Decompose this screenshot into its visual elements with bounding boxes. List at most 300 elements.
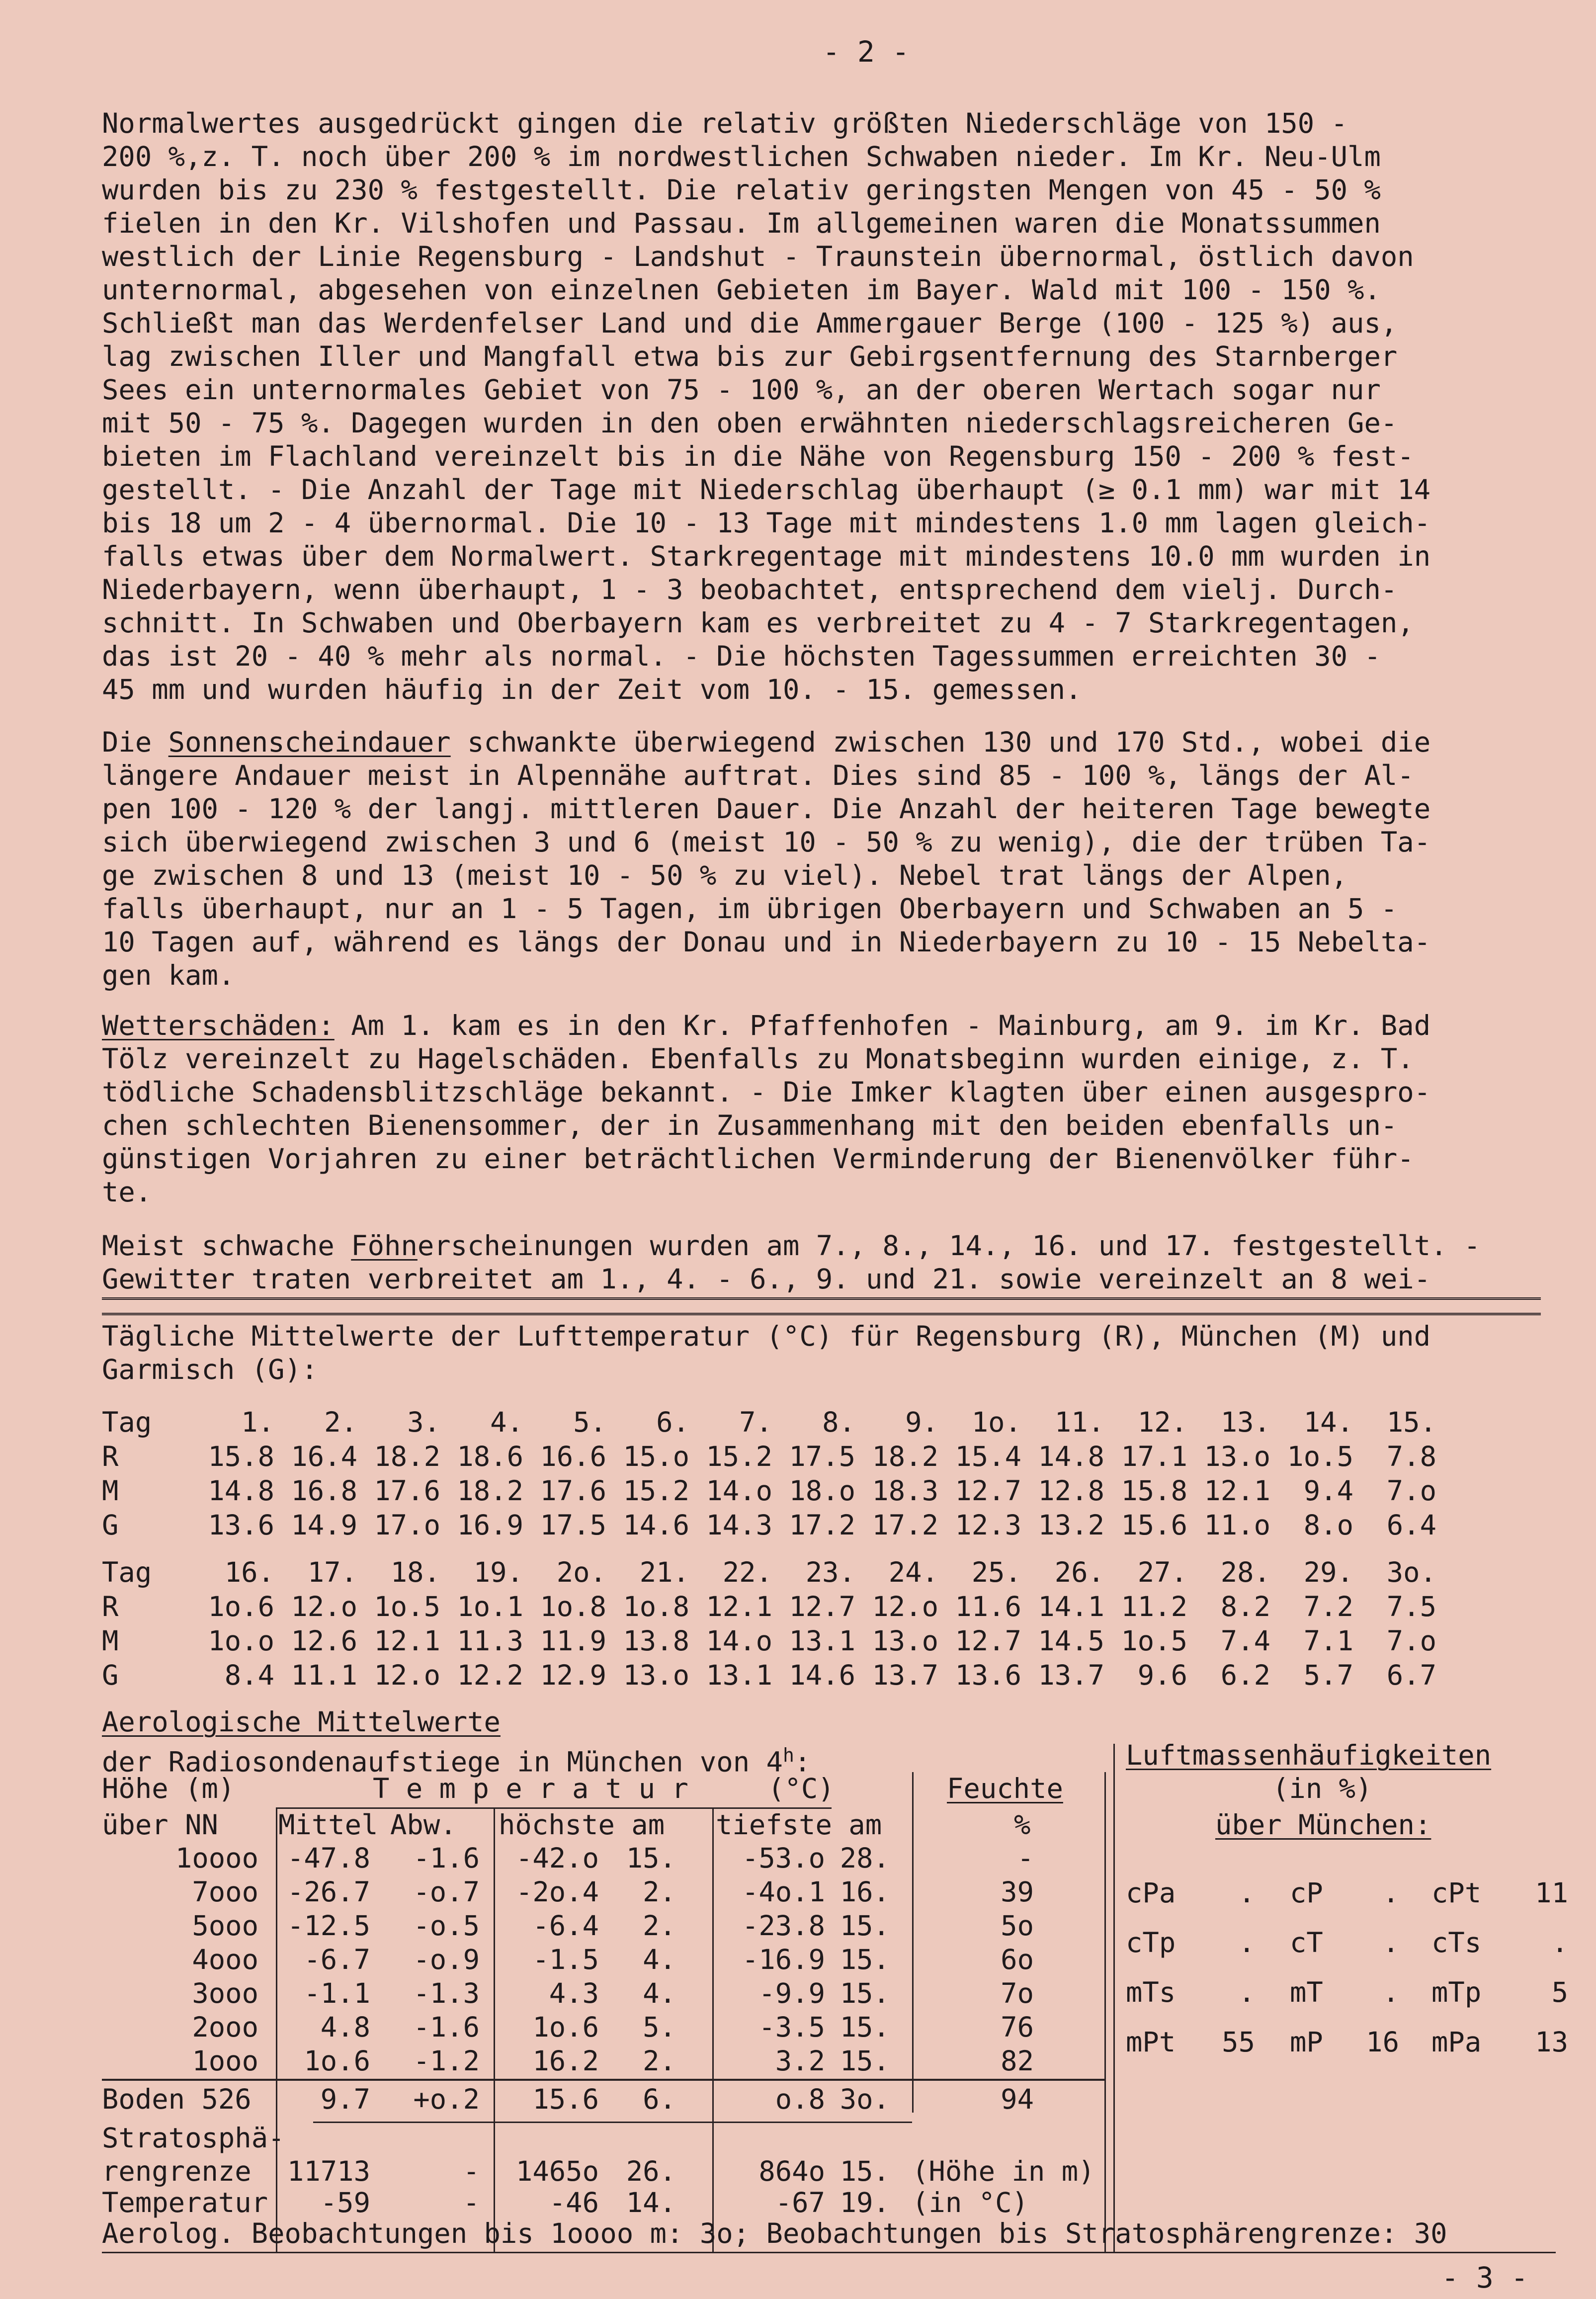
aero-vline: [276, 1808, 277, 2252]
temperature-cell: 17.1: [1121, 1441, 1187, 1473]
aero-hline-temp: [276, 1807, 832, 1809]
page-number-top: - 2 -: [823, 35, 910, 69]
text-line: pen 100 - 120 % der langj. mittleren Dauer. Die Anzahl der heiteren Tage bewegte: [102, 793, 1431, 825]
temperature-cell: 25.: [971, 1556, 1021, 1589]
temperature-cell: 1.: [241, 1406, 274, 1439]
temperature-cell: 23.: [805, 1556, 855, 1589]
aero-value-cell: 15.: [840, 1944, 890, 1976]
text-line: Tägliche Mittelwerte der Lufttemperatur (°C) für Regensburg (R), München (M) und: [102, 1320, 1431, 1353]
temperature-cell: 13.o: [623, 1659, 689, 1692]
airmass-value: 5: [1551, 1976, 1568, 2009]
temperature-cell: 7.8: [1386, 1441, 1436, 1473]
aero-footer: [102, 2217, 1447, 2250]
airmass-type: mTp: [1431, 1976, 1482, 2009]
aero-vline: [912, 1772, 914, 2113]
text-line: tödliche Schadensblitzschläge bekannt. - Die Imker klagten über einen ausgespro-: [102, 1076, 1431, 1108]
temperature-cell: 12.1: [1204, 1475, 1270, 1507]
temperature-cell: 17.6: [540, 1475, 606, 1507]
text-span: Am 1. kam es in den Kr. Pfaffenhofen - Mainburg, am 9. im Kr. Bad: [334, 1010, 1431, 1042]
airmass-type: cTp: [1126, 1927, 1176, 1959]
feuchte-text: Feuchte: [947, 1773, 1063, 1805]
aero-value-cell: 7o: [1001, 1977, 1034, 2010]
text-line: bis 18 um 2 - 4 übernormal. Die 10 - 13 Tage mit mindestens 1.0 mm lagen gleich-: [102, 507, 1431, 539]
temperature-cell: 18.o: [789, 1475, 855, 1507]
text-line: [102, 726, 1553, 759]
temperature-row: [102, 1474, 1436, 1508]
temperature-cell: 1o.o: [208, 1625, 274, 1657]
temperature-row: [102, 1624, 1436, 1658]
temperature-cell: 29.: [1303, 1556, 1353, 1589]
aero-value-cell: 5o: [1001, 1910, 1034, 1942]
airmass-type: cPa: [1126, 1877, 1176, 1909]
text-line: bieten im Flachland vereinzelt bis in die Nähe von Regensburg 150 - 200 % fest-: [102, 440, 1414, 473]
aero-value-cell: -1.1: [304, 1977, 370, 2010]
aero-height-cell: 5ooo: [192, 1910, 258, 1942]
text-line: sich überwiegend zwischen 3 und 6 (meist 10 - 50 % zu wenig), die der trüben Ta-: [102, 826, 1431, 858]
temperature-cell: 7.2: [1303, 1591, 1353, 1623]
text-line: wurden bis zu 230 % festgestellt. Die relativ geringsten Mengen von 45 - 50 %: [102, 174, 1381, 206]
aero-height-cell: 4ooo: [192, 1944, 258, 1976]
temperature-cell: 24.: [888, 1556, 938, 1589]
strato-label: rengrenze: [102, 2155, 252, 2188]
temperature-cell: 13.o: [1204, 1441, 1270, 1473]
temperature-cell: 11.9: [540, 1625, 606, 1657]
temperature-cell: 12.7: [955, 1475, 1021, 1507]
temperature-cell: 16.8: [291, 1475, 357, 1507]
aero-value-cell: 3.2: [775, 2045, 825, 2077]
temperature-cell: 5.7: [1303, 1659, 1353, 1692]
text-line: 45 mm und wurden häufig in der Zeit vom 10. - 15. gemessen.: [102, 674, 1082, 706]
strato-value-cell: 15.: [840, 2155, 890, 2188]
airmass-value: 55: [1222, 2026, 1255, 2058]
col-hoehe: Höhe (m): [102, 1773, 235, 1805]
temperature-cell: 11.: [1054, 1406, 1104, 1439]
text-line: das ist 20 - 40 % mehr als normal. - Die höchsten Tagessummen erreichten 30 -: [102, 640, 1381, 673]
paragraph-foehn: [102, 1229, 1553, 1296]
aero-value-cell: -3.5: [758, 2011, 825, 2044]
aero-value-cell: 5.: [643, 2011, 676, 2044]
airmass-value: .: [1238, 1927, 1255, 1959]
row-label: R: [102, 1591, 119, 1623]
temperature-cell: 19.: [473, 1556, 523, 1589]
temperature-cell: 11.3: [457, 1625, 523, 1657]
temperature-cell: 1o.6: [208, 1591, 274, 1623]
temperature-cell: 12.7: [955, 1625, 1021, 1657]
aero-value-cell: -1.2: [413, 2045, 480, 2077]
strato-value-cell: -67: [775, 2187, 825, 2219]
temperature-cell: 15.: [1386, 1406, 1436, 1439]
airmass-type: mPt: [1126, 2026, 1176, 2058]
temperature-cell: 15.o: [623, 1441, 689, 1473]
temperature-cell: 17.5: [789, 1441, 855, 1473]
text-line: lag zwischen Iller und Mangfall etwa bis zur Gebirgsentfernung des Starnberger: [102, 341, 1398, 373]
text-line: te.: [102, 1176, 152, 1208]
aero-value-cell: -12.5: [287, 1910, 370, 1942]
text-line: Garmisch (G):: [102, 1354, 318, 1386]
airmass-type: cP: [1290, 1877, 1323, 1909]
text-span: erscheinungen wurden am 7., 8., 14., 16. und 17. festgestellt. -: [417, 1230, 1481, 1262]
aero-value-cell: 15.: [840, 2011, 890, 2044]
aero-height-cell: 3ooo: [192, 1977, 258, 2010]
temperature-cell: 12.o: [872, 1591, 938, 1623]
temperature-cell: 13.7: [872, 1659, 938, 1692]
aero-value-cell: -26.7: [287, 1876, 370, 1908]
aero-value-cell: 4.8: [320, 2011, 370, 2044]
airmass-type: cTs: [1431, 1927, 1482, 1959]
aero-value-cell: -47.8: [287, 1842, 370, 1874]
temperature-cell: 7.1: [1303, 1625, 1353, 1657]
temperature-cell: 11.2: [1121, 1591, 1187, 1623]
row-label: Tag: [102, 1556, 152, 1589]
temperature-cell: 17.5: [540, 1509, 606, 1541]
temperature-cell: 28.: [1220, 1556, 1270, 1589]
temperature-cell: 7.4: [1220, 1625, 1270, 1657]
text-line: Tölz vereinzelt zu Hagelschäden. Ebenfalls zu Monatsbeginn wurden einige, z. T.: [102, 1043, 1414, 1075]
aero-value-cell: -4o.1: [742, 1876, 825, 1908]
temperature-cell: 14.1: [1038, 1591, 1104, 1623]
temperature-cell: 14.6: [623, 1509, 689, 1541]
aero-value-cell: -1.6: [413, 2011, 480, 2044]
temperature-cell: 18.6: [457, 1441, 523, 1473]
col-abw: Abw.: [390, 1809, 457, 1841]
temperature-cell: 15.6: [1121, 1509, 1187, 1541]
text-line: gestellt. - Die Anzahl der Tage mit Niederschlag überhaupt (≥ 0.1 mm) war mit 14: [102, 474, 1431, 506]
aero-value-cell: 28.: [840, 1842, 890, 1874]
temperature-cell: 26.: [1054, 1556, 1104, 1589]
page-number-bottom: - 3 -: [1441, 2261, 1528, 2295]
aero-value-cell: -: [1017, 1842, 1034, 1874]
temperature-cell: 14.8: [208, 1475, 274, 1507]
text-line: Normalwertes ausgedrückt gingen die relativ größten Niederschläge von 150 -: [102, 107, 1348, 140]
aero-vline: [1113, 1744, 1115, 2252]
aero-value-cell: 1o.6: [532, 2011, 599, 2044]
aero-subtitle-colon: :: [794, 1746, 811, 1779]
temperature-cell: 16.9: [457, 1509, 523, 1541]
temperature-cell: 7.o: [1386, 1475, 1436, 1507]
aero-value-cell: 6o: [1001, 1944, 1034, 1976]
airmass-value: .: [1551, 1927, 1568, 1959]
row-label: M: [102, 1475, 119, 1507]
text-line: Sees ein unternormales Gebiet von 75 - 100 %, an der oberen Wertach sogar nur: [102, 374, 1381, 406]
airmass-type: mPa: [1431, 2026, 1482, 2058]
strato-value-cell: 864o: [758, 2155, 825, 2188]
aero-hline-strato: [313, 2122, 912, 2123]
aero-value-cell: 39: [1001, 1876, 1034, 1908]
aero-title-text: Aerologische Mittelwerte: [102, 1706, 501, 1738]
airmass-type: mP: [1290, 2026, 1323, 2058]
temperature-cell: 14.9: [291, 1509, 357, 1541]
temperature-cell: 8.4: [224, 1659, 274, 1692]
weather-damage-heading: Wetterschäden:: [102, 1010, 335, 1042]
aero-value-cell: 1o.6: [304, 2045, 370, 2077]
temperature-cell: 12.6: [291, 1625, 357, 1657]
temperature-cell: 4.: [490, 1406, 523, 1439]
text-line: mit 50 - 75 %. Dagegen wurden in den oben erwähnten niederschlagsreicheren Ge-: [102, 407, 1398, 439]
temperature-cell: 12.2: [457, 1659, 523, 1692]
aero-boden-label: Boden 526: [102, 2083, 252, 2116]
paragraph-weather-damage: [102, 1009, 1553, 1209]
col-temp-unit: (°C): [768, 1773, 835, 1805]
aero-value-cell: o.8: [775, 2083, 825, 2116]
temperature-cell: 16.4: [291, 1441, 357, 1473]
temperature-row: [102, 1440, 1436, 1474]
temperature-cell: 13.: [1220, 1406, 1270, 1439]
temperature-cell: 14.3: [706, 1509, 772, 1541]
temperature-cell: 12.: [1137, 1406, 1187, 1439]
airmass-value: .: [1382, 1976, 1399, 2009]
text-line: fielen in den Kr. Vilshofen und Passau. Im allgemeinen waren die Monatssummen: [102, 207, 1381, 240]
airmass-type: cT: [1290, 1927, 1323, 1959]
foehn-heading: Föhn: [351, 1230, 418, 1262]
paragraph-sunshine: [102, 726, 1553, 992]
temperature-cell: 12.7: [789, 1591, 855, 1623]
airmass-type: cPt: [1431, 1877, 1482, 1909]
luftmassen-place-text: über München:: [1215, 1809, 1431, 1841]
daily-temperature-table-1: [102, 1405, 1436, 1542]
temperature-cell: 13.2: [1038, 1509, 1104, 1541]
aero-value-cell: -o.9: [413, 1944, 480, 1976]
col-feuchte: [947, 1772, 1063, 1805]
sunshine-heading: Sonnenscheindauer: [168, 726, 451, 759]
strato-value-cell: -: [463, 2187, 480, 2219]
luftmassen-title-text: Luftmassenhäufigkeiten: [1126, 1739, 1492, 1772]
row-label: G: [102, 1509, 119, 1541]
temperature-cell: 17.o: [374, 1509, 440, 1541]
airmass-value: .: [1238, 1976, 1255, 2009]
text-line: Schließt man das Werdenfelser Land und die Ammergauer Berge (100 - 125 %) aus,: [102, 307, 1398, 340]
temperature-cell: 16.: [224, 1556, 274, 1589]
strato-value-cell: 14.: [626, 2187, 676, 2219]
aero-height-cell: 1oooo: [175, 1842, 258, 1874]
temperature-cell: 9.4: [1303, 1475, 1353, 1507]
temperature-cell: 6.: [656, 1406, 689, 1439]
aero-value-cell: -6.7: [304, 1944, 370, 1976]
temperature-cell: 18.2: [872, 1441, 938, 1473]
text-line: chen schlechten Bienensommer, der in Zusammenhang mit den beiden ebenfalls un-: [102, 1109, 1398, 1142]
aero-value-cell: 15.: [626, 1842, 676, 1874]
temperature-cell: 11.1: [291, 1659, 357, 1692]
aero-value-cell: -1.5: [532, 1944, 599, 1976]
airmass-type: mT: [1290, 1976, 1323, 2009]
temperature-cell: 6.4: [1386, 1509, 1436, 1541]
temperature-row: [102, 1590, 1436, 1624]
temperature-cell: 12.1: [374, 1625, 440, 1657]
aero-value-cell: -o.5: [413, 1910, 480, 1942]
temperature-cell: 1o.1: [457, 1591, 523, 1623]
aero-value-cell: 15.: [840, 2045, 890, 2077]
aero-value-cell: -2o.4: [515, 1876, 599, 1908]
col-temperatur: T e m p e r a t u r: [373, 1773, 688, 1805]
airmass-value: .: [1238, 1877, 1255, 1909]
temperature-cell: 8.o: [1303, 1509, 1353, 1541]
aero-hline-boden: [102, 2079, 1106, 2081]
aero-hline-footer: [102, 2252, 1556, 2253]
temperature-cell: 14.6: [789, 1659, 855, 1692]
temperature-title: [102, 1320, 1553, 1386]
aero-value-cell: +o.2: [413, 2083, 480, 2116]
temperature-cell: 2.: [324, 1406, 357, 1439]
temperature-cell: 21.: [639, 1556, 689, 1589]
airmass-value: 16: [1366, 2026, 1399, 2058]
text-line: falls überhaupt, nur an 1 - 5 Tagen, im übrigen Oberbayern und Schwaben an 5 -: [102, 893, 1398, 925]
temperature-cell: 12.o: [374, 1659, 440, 1692]
aero-vline: [494, 1808, 495, 2082]
temperature-cell: 9.6: [1137, 1659, 1187, 1692]
aero-value-cell: 82: [1001, 2045, 1034, 2077]
aero-value-cell: 16.2: [532, 2045, 599, 2077]
double-rule-divider: [102, 1297, 1541, 1315]
row-label: R: [102, 1441, 119, 1473]
aero-value-cell: -1.6: [413, 1842, 480, 1874]
temperature-cell: 17.2: [789, 1509, 855, 1541]
text-line: schnitt. In Schwaben und Oberbayern kam es verbreitet zu 4 - 7 Starkregentagen,: [102, 607, 1414, 639]
temperature-cell: 17.: [307, 1556, 357, 1589]
row-label: Tag: [102, 1406, 152, 1439]
temperature-cell: 7.: [739, 1406, 772, 1439]
text-line: Niederbayern, wenn überhaupt, 1 - 3 beobachtet, entsprechend dem vielj. Durch-: [102, 574, 1398, 606]
luftmassen-title: [1126, 1739, 1491, 1772]
temperature-cell: 1o.: [971, 1406, 1021, 1439]
temperature-cell: 14.o: [706, 1625, 772, 1657]
aero-value-cell: 15.6: [532, 2083, 599, 2116]
airmass-value: 11: [1535, 1877, 1568, 1909]
temperature-cell: 12.8: [1038, 1475, 1104, 1507]
temperature-cell: 13.o: [872, 1625, 938, 1657]
temperature-cell: 14.5: [1038, 1625, 1104, 1657]
aero-vline: [712, 1808, 714, 2252]
temperature-cell: 1o.5: [1121, 1625, 1187, 1657]
temperature-cell: 17.2: [872, 1509, 938, 1541]
col-feuchte-unit: %: [1014, 1809, 1031, 1841]
temperature-cell: 27.: [1137, 1556, 1187, 1589]
temperature-cell: 13.1: [706, 1659, 772, 1692]
aero-value-cell: -6.4: [532, 1910, 599, 1942]
daily-temperature-table-2: [102, 1555, 1436, 1693]
text-line: 200 %,z. T. noch über 200 % im nordwestlichen Schwaben nieder. Im Kr. Neu-Ulm: [102, 141, 1381, 173]
aero-value-cell: 15.: [840, 1910, 890, 1942]
temperature-cell: 7.o: [1386, 1625, 1436, 1657]
temperature-cell: 2o.: [556, 1556, 606, 1589]
col-mittel: Mittel: [278, 1809, 378, 1841]
col-hoechste: höchste am: [499, 1809, 665, 1841]
airmass-value: 13: [1535, 2026, 1568, 2058]
text-line: ge zwischen 8 und 13 (meist 10 - 50 % zu viel). Nebel trat längs der Alpen,: [102, 859, 1348, 892]
strato-value-cell: -: [463, 2155, 480, 2188]
strato-value-cell: 11713: [287, 2155, 370, 2188]
paragraph-precipitation: [102, 107, 1553, 706]
temperature-cell: 16.6: [540, 1441, 606, 1473]
text-line: unternormal, abgesehen von einzelnen Gebieten im Bayer. Wald mit 100 - 150 %.: [102, 274, 1381, 306]
temperature-cell: 8.: [822, 1406, 855, 1439]
aero-value-cell: 2.: [643, 1910, 676, 1942]
aero-value-cell: -1.3: [413, 1977, 480, 2010]
temperature-cell: 13.6: [208, 1509, 274, 1541]
aero-height-cell: 7ooo: [192, 1876, 258, 1908]
aero-subtitle-text: der Radiosondenaufstiege in München von 4: [102, 1746, 783, 1779]
temperature-cell: 11.o: [1204, 1509, 1270, 1541]
temperature-cell: 6.7: [1386, 1659, 1436, 1692]
temperature-cell: 17.6: [374, 1475, 440, 1507]
aero-value-cell: 15.: [840, 1977, 890, 2010]
temperature-cell: 7.5: [1386, 1591, 1436, 1623]
aero-value-cell: 6.: [643, 2083, 676, 2116]
aero-vline: [1104, 1772, 1106, 2252]
temperature-cell: 15.8: [1121, 1475, 1187, 1507]
aero-height-cell: 2ooo: [192, 2011, 258, 2044]
text-line: Gewitter traten verbreitet am 1., 4. - 6., 9. und 21. sowie vereinzelt an 8 wei-: [102, 1263, 1431, 1295]
aero-value-cell: 3o.: [840, 2083, 890, 2116]
strato-value-cell: 1465o: [515, 2155, 599, 2188]
aero-footer-text: Aerolog. Beobachtungen bis 1oooo m: 3o; Beobachtungen bis Stratosphärengrenze: 30: [102, 2217, 1447, 2250]
luftmassen-unit: (in %): [1272, 1773, 1372, 1805]
temperature-cell: 18.: [390, 1556, 440, 1589]
temperature-cell: 12.1: [706, 1591, 772, 1623]
text-span: Meist schwache: [102, 1230, 351, 1262]
text-line: 10 Tagen auf, während es längs der Donau und in Niederbayern zu 10 - 15 Nebelta-: [102, 926, 1431, 958]
strato-value-cell: 19.: [840, 2187, 890, 2219]
aero-value-cell: 2.: [643, 1876, 676, 1908]
text-span: Die: [102, 726, 168, 759]
temperature-cell: 15.2: [623, 1475, 689, 1507]
temperature-cell: 5.: [573, 1406, 606, 1439]
aero-value-cell: -42.o: [515, 1842, 599, 1874]
col-tiefste: tiefste am: [716, 1809, 882, 1841]
aero-subtitle-sup: h: [782, 1744, 794, 1766]
temperature-cell: 9.: [905, 1406, 938, 1439]
temperature-cell: 18.3: [872, 1475, 938, 1507]
temperature-cell: 18.2: [374, 1441, 440, 1473]
temperature-cell: 14.o: [706, 1475, 772, 1507]
aero-value-cell: -23.8: [742, 1910, 825, 1942]
temperature-cell: 12.3: [955, 1509, 1021, 1541]
temperature-cell: 12.o: [291, 1591, 357, 1623]
aero-value-cell: -o.7: [413, 1876, 480, 1908]
strato-note: (in °C): [912, 2187, 1028, 2219]
col-ueber-nn: über NN: [102, 1809, 218, 1841]
temperature-cell: 8.2: [1220, 1591, 1270, 1623]
temperature-cell: 3.: [407, 1406, 440, 1439]
strato-label-1: Stratosphä-: [102, 2122, 285, 2154]
aero-value-cell: 9.7: [320, 2083, 370, 2116]
text-line: [102, 1009, 1553, 1042]
temperature-cell: 13.8: [623, 1625, 689, 1657]
aero-value-cell: 76: [1001, 2011, 1034, 2044]
airmass-value: .: [1382, 1927, 1399, 1959]
airmass-value: .: [1382, 1877, 1399, 1909]
strato-label: Temperatur: [102, 2187, 268, 2219]
temperature-row: [102, 1405, 1436, 1440]
aero-value-cell: -9.9: [758, 1977, 825, 2010]
temperature-cell: 18.2: [457, 1475, 523, 1507]
airmass-type: mTs: [1126, 1976, 1176, 2009]
temperature-cell: 1o.5: [1287, 1441, 1353, 1473]
text-line: günstigen Vorjahren zu einer beträchtlichen Verminderung der Bienenvölker führ-: [102, 1143, 1414, 1175]
aero-height-cell: 1ooo: [192, 2045, 258, 2077]
aero-value-cell: -53.o: [742, 1842, 825, 1874]
aero-value-cell: 4.: [643, 1944, 676, 1976]
aero-value-cell: 94: [1001, 2083, 1034, 2116]
text-line: westlich der Linie Regensburg - Landshut - Traunstein übernormal, östlich davon: [102, 241, 1414, 273]
temperature-cell: 1o.5: [374, 1591, 440, 1623]
strato-value-cell: 26.: [626, 2155, 676, 2188]
temperature-cell: 11.6: [955, 1591, 1021, 1623]
temperature-row: [102, 1555, 1436, 1590]
aero-value-cell: -16.9: [742, 1944, 825, 1976]
text-line: [102, 1229, 1553, 1263]
text-line: längere Andauer meist in Alpennähe auftrat. Dies sind 85 - 100 %, längs der Al-: [102, 760, 1414, 792]
temperature-cell: 22.: [722, 1556, 772, 1589]
aero-value-cell: 2.: [643, 2045, 676, 2077]
